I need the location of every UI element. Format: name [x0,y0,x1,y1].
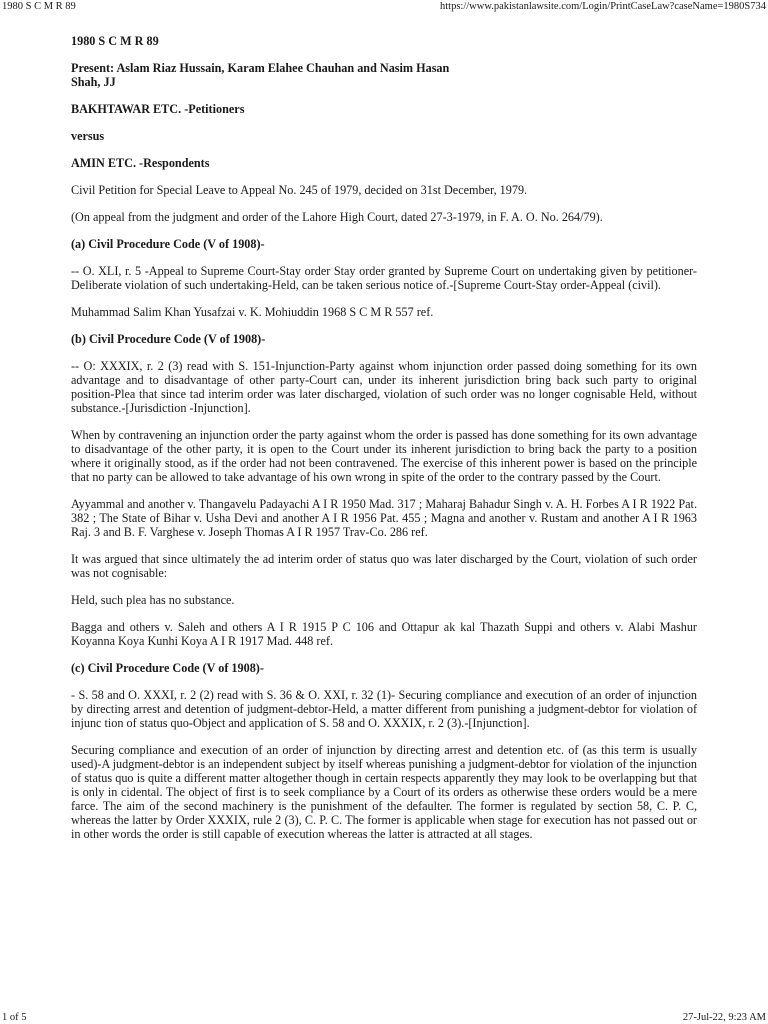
section-b-paragraph: When by contravening an injunction order the party against whom the order is passed has done something for its own advantage to disadvantage of the other party, it is open to the Court under its inherent jurisdiction to bring back the party to a position where it originally stood, as if the order had not been contravened. The exercise of this inherent power is based on the principle that no party can be allowed to take advantage of his own wrong in spite of the order to the contrary passed by the Court. [71,428,697,484]
case-document [71,34,697,849]
section-b-references-2: Bagga and others v. Saleh and others A I R 1915 P C 106 and Ottapur ak kal Thazath Suppi and others v. Alabi Mashur Koyanna Koya Kunhi Koya A I R 1917 Mad. 448 ref. [71,620,697,648]
petition-details: Civil Petition for Special Leave to Appeal No. 245 of 1979, decided on 31st December, 1979. [71,183,528,197]
header-url: https://www.pakistanlawsite.com/Login/PrintCaseLaw?caseName=1980S734 [439,1,766,12]
case-citation: 1980 S C M R 89 [71,34,159,48]
appeal-origin: (On appeal from the judgment and order of the Lahore High Court, dated 27-3-1979, in F. A. O. No. 264/79). [71,210,603,224]
section-b-references: Ayyammal and another v. Thangavelu Padayachi A I R 1950 Mad. 317 ; Maharaj Bahadur Singh v. A. H. Forbes A I R 1922 Pat. 382 ; The State of Bihar v. Usha Devi and another A I R 1956 Pat. 455 ; Magna and another v. Rustam and another A I R 1963 Raj. 3 and B. F. Varghese v. Joseph Thomas A I R 1957 Trav-Co. 286 ref. [71,497,697,539]
section-b-heading: (b) Civil Procedure Code (V of 1908)- [71,332,266,346]
page-number: 1 of 5 [2,1012,27,1023]
section-b-text: -- O: XXXIX, r. 2 (3) read with S. 151-Injunction-Party against whom injunction order passed doing something for its own advantage and to disadvantage of other party-Court can, under its inherent jurisdiction bring back such party to original position-Plea that since tad interim order was later discharged, violation of such order was no longer cognisable Held, without substance.-[Jurisdiction -Injunction]. [71,359,697,415]
section-c-text: - S. 58 and O. XXXI, r. 2 (2) read with S. 36 & O. XXI, r. 32 (1)- Securing compliance and execution of an order of injunction by directing arrest and detention of judgment-debtor-Held, a matter different from punishing a judgment-debtor for violation of injunc tion of status quo-Object and application of S. 58 and O. XXXIX, r. 2 (3).-[Injunction]. [71,688,697,730]
header-title: 1980 S C M R 89 [2,1,76,12]
print-timestamp: 27-Jul-22, 9:23 AM [682,1012,766,1023]
section-a-text: -- O. XLI, r. 5 -Appeal to Supreme Court-Stay order Stay order granted by Supreme Court on undertaking given by petitioner-Deliberate violation of such undertaking-Held, can be taken serious notice of.-[Supreme Court-Stay order-Appeal (civil). [71,264,697,292]
section-a-reference: Muhammad Salim Khan Yusafzai v. K. Mohiuddin 1968 S C M R 557 ref. [71,305,434,319]
section-c-heading: (c) Civil Procedure Code (V of 1908)- [71,661,264,675]
versus: versus [71,129,105,143]
bench-present: Present: Aslam Riaz Hussain, Karam Elahee Chauhan and Nasim Hasan Shah, JJ [71,61,450,89]
section-b-argument: It was argued that since ultimately the ad interim order of status quo was later discharged by the Court, violation of such order was not cognisable: [71,552,697,580]
respondents: AMIN ETC. -Respondents [71,156,210,170]
print-footer [0,1011,768,1024]
print-header [0,0,768,14]
section-b-held: Held, such plea has no substance. [71,593,235,607]
section-a-heading: (a) Civil Procedure Code (V of 1908)- [71,237,265,251]
petitioners: BAKHTAWAR ETC. -Petitioners [71,102,245,116]
section-c-paragraph: Securing compliance and execution of an order of injunction by directing arrest and detention etc. of (as this term is usually used)-A judgment-debtor is an independent subject by itself whereas punishing a judgment-debtor for violation of the injunction of status quo is quite a different matter altogether though in certain respects apparently they may look to be overlapping but that is only in cidental. The object of first is to seek compliance by a Court of its orders as otherwise these orders would be a mere farce. The aim of the second machinery is the punishment of the defaulter. The former is regulated by section 58, C. P. C, whereas the latter by Order XXXIX, rule 2 (3), C. P. C. The former is applicable when stage for execution has not passed out or in other words the order is still capable of execution whereas the latter is attracted at all stages. [71,743,697,841]
